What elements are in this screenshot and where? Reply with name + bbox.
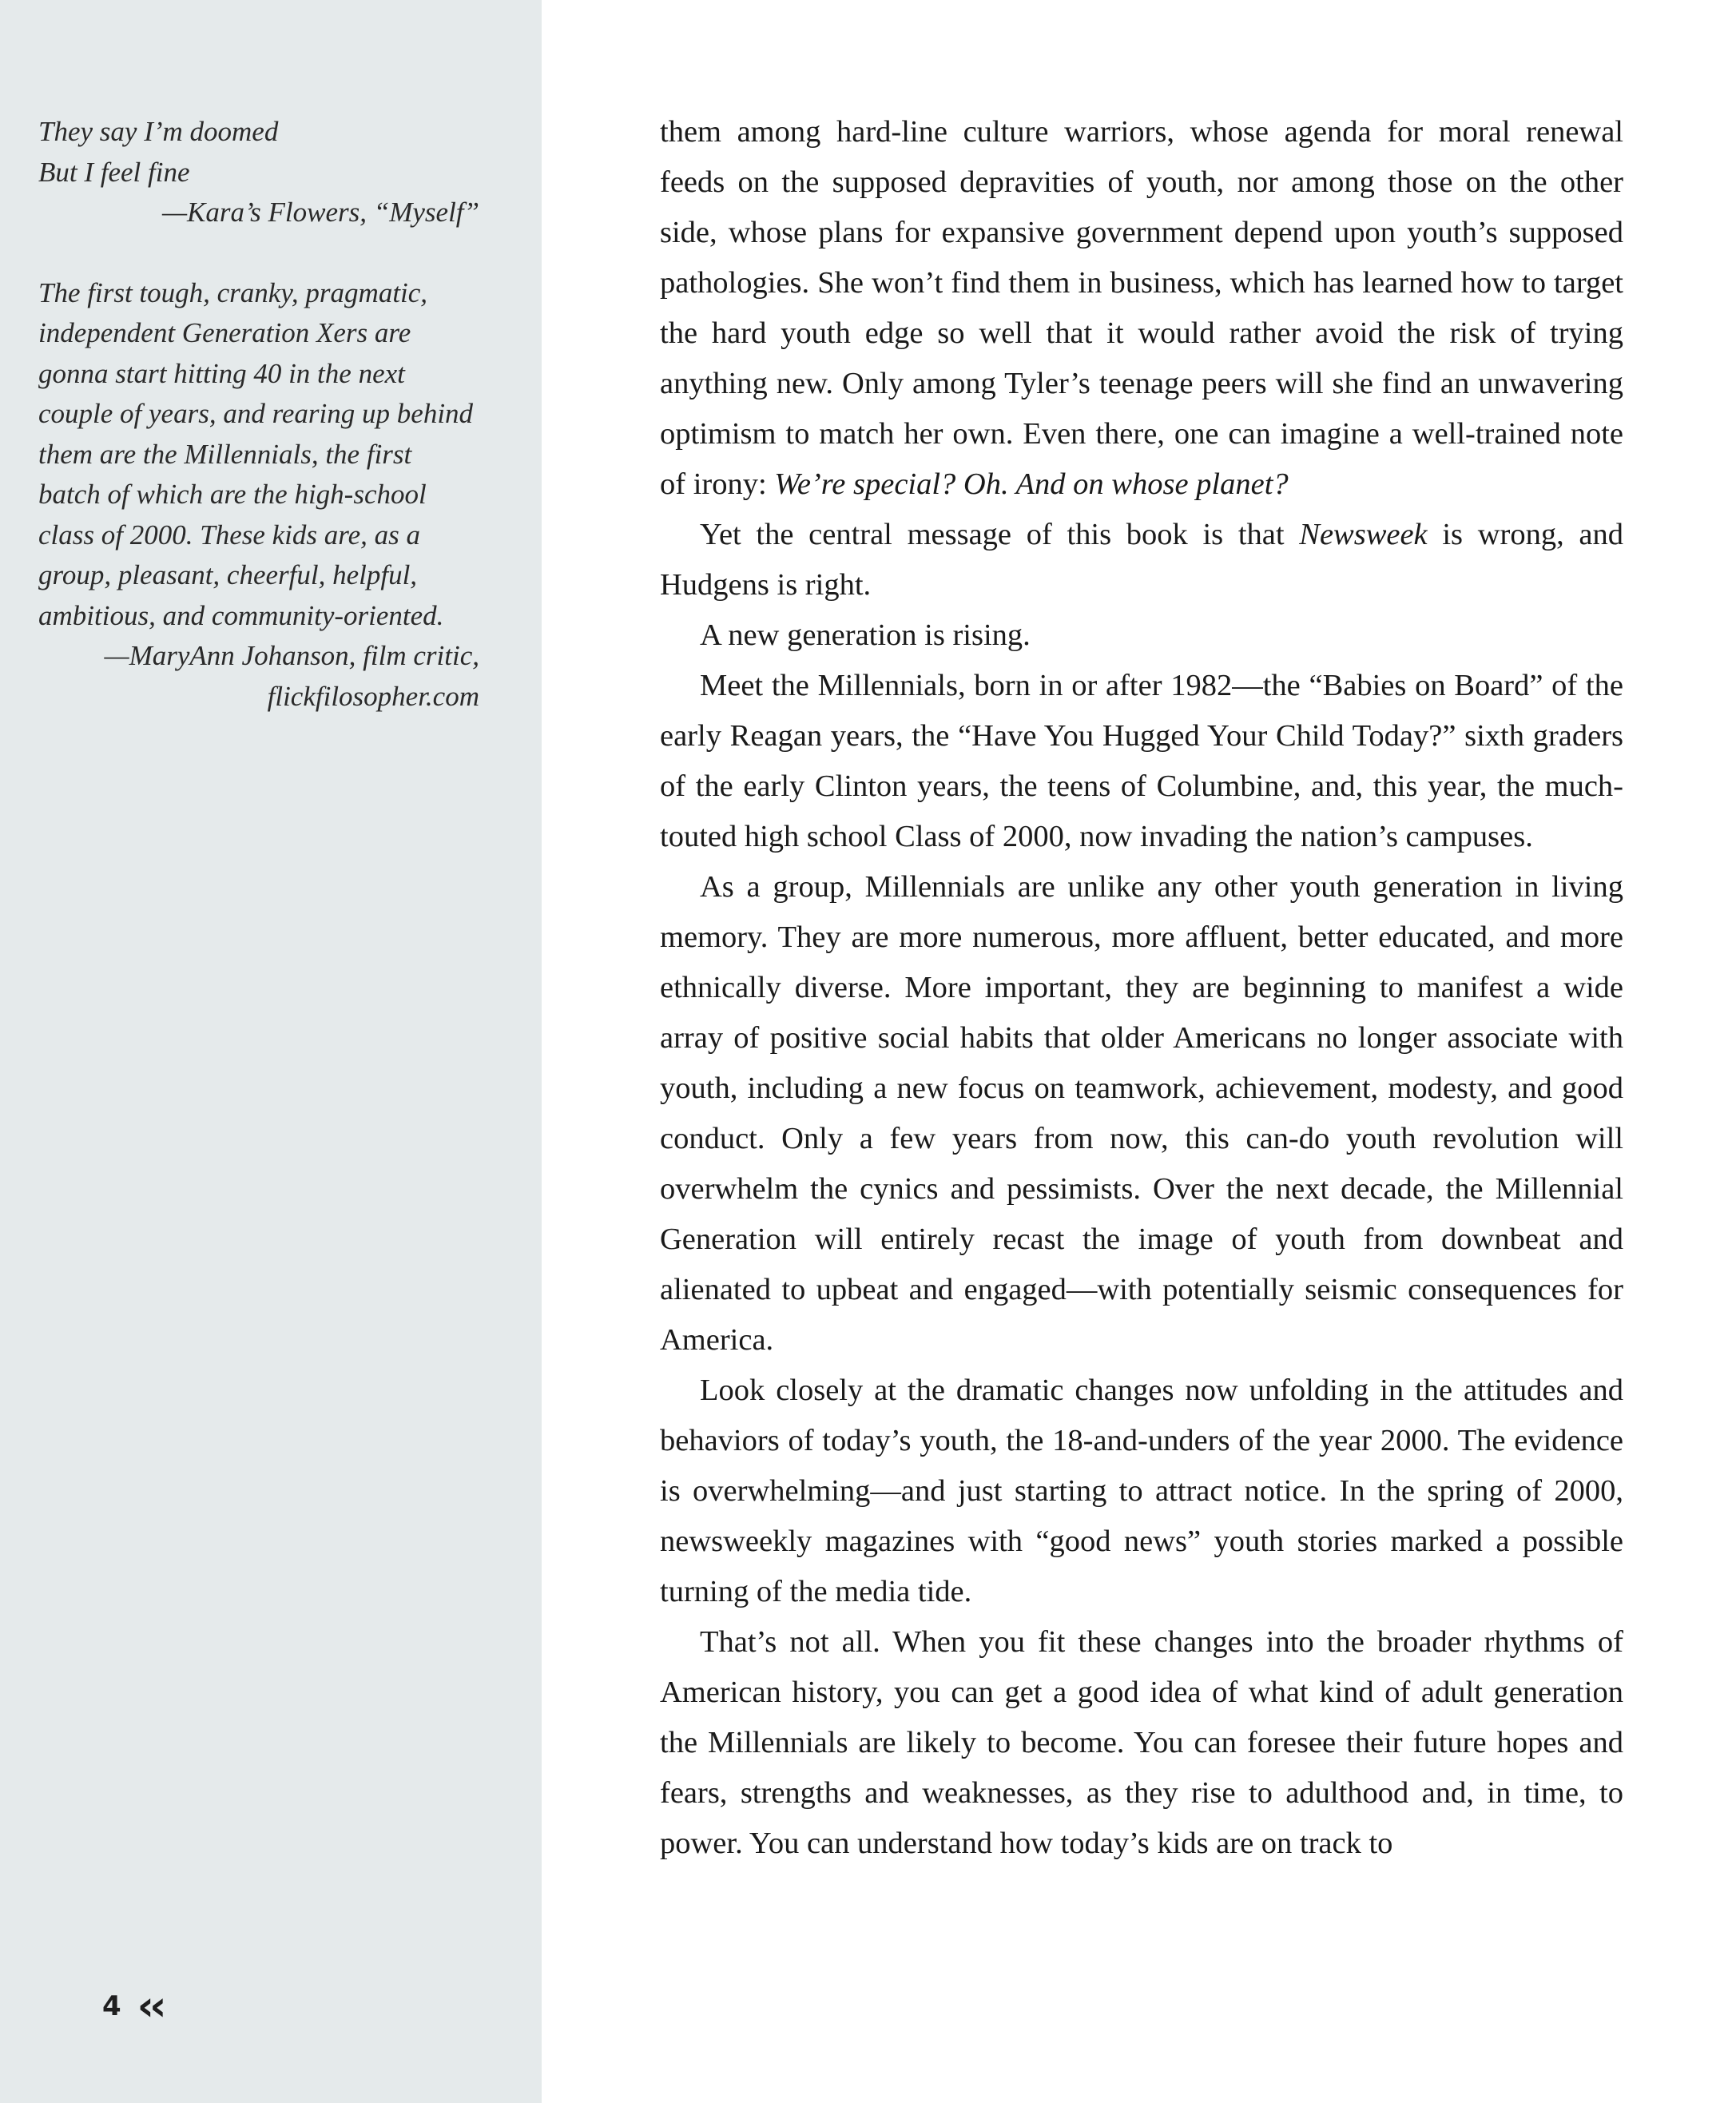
epigraph-attribution: —MaryAnn Johanson, film critic, [104,640,479,671]
epigraph-attribution-source: flickfilosopher.com [267,680,479,712]
paragraph-text: Yet the central message of this book is that [700,518,1300,551]
page-number: 4 [102,1990,121,2022]
paragraph-italic: We’re special? Oh. And on whose planet? [774,467,1289,501]
epigraphs [38,112,479,757]
epigraph-attribution: —Kara’s Flowers, “Myself” [161,197,479,228]
paragraph: A new generation is rising. [700,618,1031,652]
body-text [660,107,1623,1869]
paragraph: Look closely at the dramatic changes now unfolding in the attitudes and behaviors of today’s youth, the 18-and-unders of the year 2000. The evidence is overwhelming—and just starting to attract notice. In the spring of 2000, newsweekly magazines with “good news” youth stories marked a possible turning of the media tide. [660,1374,1623,1608]
publication-title: Newsweek [1299,518,1428,551]
paragraph: That’s not all. When you fit these changes into the broader rhythms of American history, you can get a good idea of what kind of adult generation the Millennials are likely to become. You can foresee their future hopes and fears, strengths and weaknesses, as they rise to adulthood and, in time, to power. You can understand how today’s kids are on track to [660,1625,1623,1860]
paragraph-text: them among hard-line culture warriors, whose agenda for moral renewal feeds on the supposed depravities of youth, nor among those on the other side, whose plans for expansive government depend upon youth’s supposed pathologies. She won’t find them in business, which has learned how to target the hard youth edge so well that it would rather avoid the risk of trying anything new. Only among Tyler’s teenage peers will she find an unwavering optimism to match her own. Even there, one can imagine a well-trained note of irony: [660,115,1623,501]
sidebar [0,0,542,2103]
double-chevron-left-icon: ‹‹ [137,1982,162,2030]
epigraph-1 [38,112,479,233]
paragraph-text: is wrong, and Hudgens is right. [660,518,1623,602]
epigraph-line: They say I’m doomed [38,116,279,147]
paragraph: As a group, Millennials are unlike any other youth generation in living memory. They are more numerous, more affluent, better educated, and more ethnically diverse. More important, they are beginning to manifest a wide array of positive social habits that older Americans no longer associate with youth, including a new focus on teamwork, achievement, modesty, and good conduct. Only a few years from now, this can-do youth revolution will overwhelm the cynics and pessimists. Over the next decade, the Millennial Generation will entirely recast the image of youth from downbeat and alienated to upbeat and engaged—with potentially seismic consequences for America. [660,870,1623,1357]
paragraph [660,510,1623,610]
epigraph-quote: The first tough, cranky, pragmatic, independent Generation Xers are gonna start hitting 40 in the next couple of years, and rearing up behind them are the Millennials, the first batch of which are the high-school class of 2000. These kids are, as a group, pleasant, cheerful, helpful, ambitious, and community-oriented. [38,276,474,631]
epigraph-line: But I feel fine [38,156,190,188]
paragraph [660,107,1623,510]
paragraph: Meet the Millennials, born in or after 1982—the “Babies on Board” of the early Reagan years, the “Have You Hugged Your Child Today?” sixth graders of the early Clinton years, the teens of Columbine, and, this year, the much-touted high school Class of 2000, now invading the nation’s campuses. [660,669,1623,853]
page-footer [102,1982,162,2030]
epigraph-2 [38,273,479,718]
